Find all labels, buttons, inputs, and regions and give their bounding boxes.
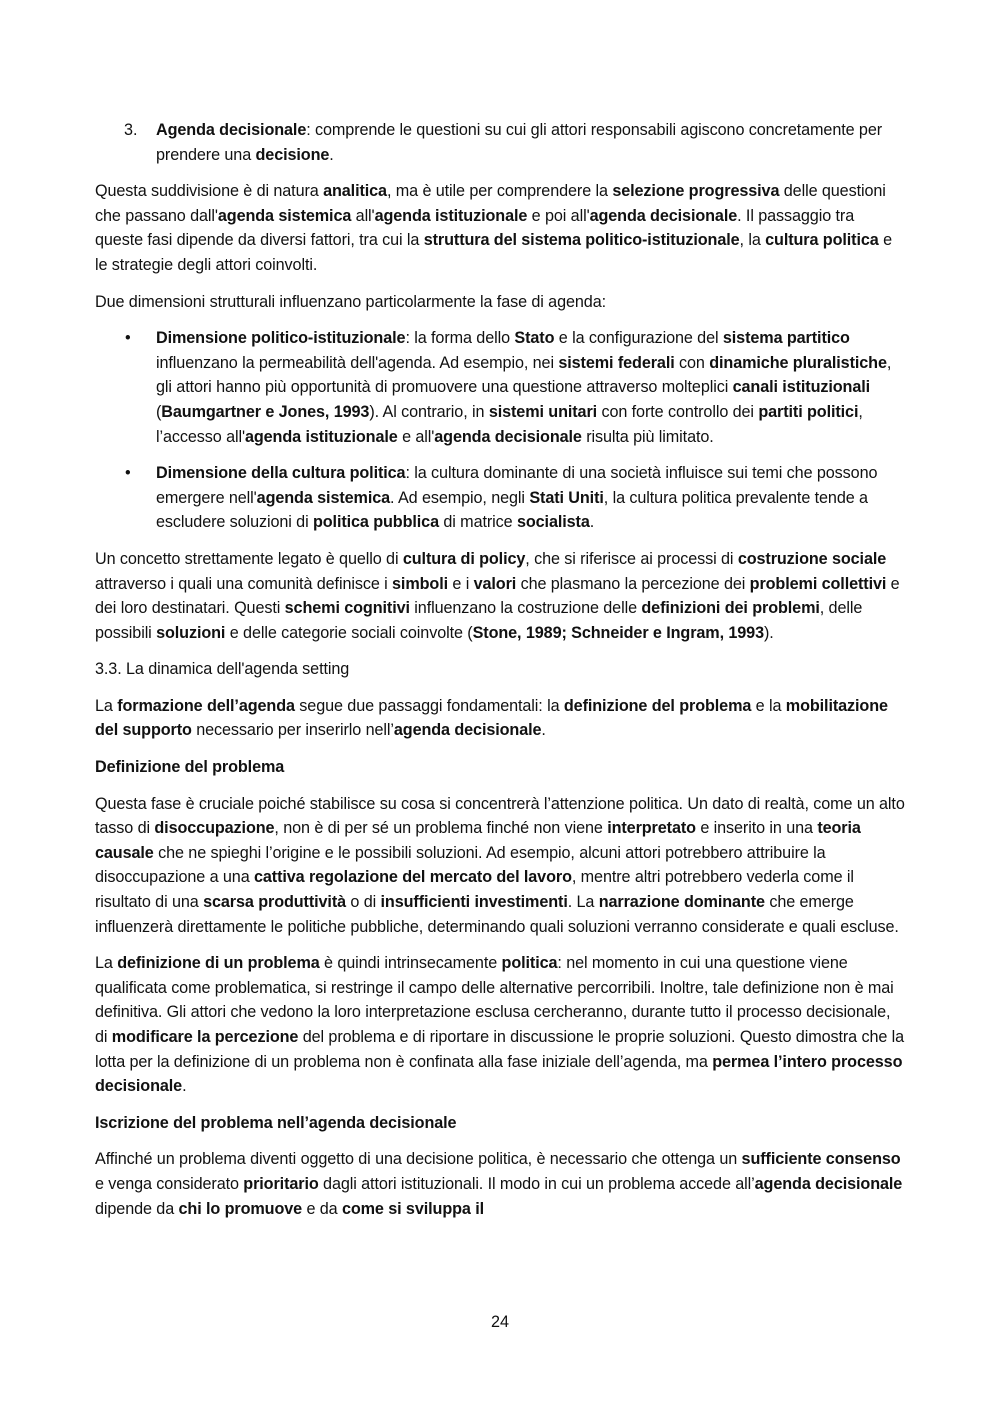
bold-term: canali istituzionali bbox=[732, 378, 871, 397]
bold-term: scarsa produttività bbox=[203, 893, 347, 912]
bold-term: Stato bbox=[514, 329, 555, 348]
bold-term: problemi collettivi bbox=[749, 574, 887, 593]
bold-term: decisione bbox=[255, 145, 330, 164]
bullet-icon: • bbox=[125, 329, 131, 348]
bold-term: analitica bbox=[323, 182, 387, 201]
paragraph-politica: La definizione di un problema è quindi intrinsecamente politica: nel momento in cui una questione viene qualificata come problematica, si restringe il campo delle alternative percorribili. Inoltre, tale definizione non è mai definitiva. Gli attori che vedono la loro interpretazione esclusa cercheranno, durante tutto il processo decisionale, di modificare la percezione del problema e di riportare in discussione le proprie soluzioni. Questo dimostra che la lotta per la definizione di un problema non è confinata alla fase iniziale dell’agenda, ma permea l’intero processo decisionale. bbox=[95, 954, 905, 1096]
bold-term: agenda sistemica bbox=[256, 488, 391, 507]
bold-term: sistemi federali bbox=[558, 353, 675, 372]
list-item-text: Agenda decisionale: comprende le questioni su cui gli attori responsabili agiscono concretamente per prendere una decisione. bbox=[156, 121, 883, 164]
bold-term: agenda istituzionale bbox=[374, 206, 528, 225]
bold-term: agenda istituzionale bbox=[244, 427, 398, 446]
bold-term: modificare la percezione bbox=[111, 1028, 299, 1046]
bold-term: sufficiente consenso bbox=[741, 1150, 901, 1169]
bold-term: Baumgartner e Jones, 1993 bbox=[161, 402, 370, 421]
document-page bbox=[95, 118, 905, 1233]
numbered-list-item bbox=[95, 118, 905, 167]
bold-term: dinamiche pluralistiche bbox=[709, 353, 887, 372]
paragraph-formazione: La formazione dell’agenda segue due passaggi fondamentali: la definizione del problema e la mobilitazione del supporto necessario per inserirlo nell’agenda decisionale. bbox=[95, 696, 888, 740]
bold-term: cattiva regolazione del mercato del lavoro bbox=[254, 868, 572, 887]
heading-iscrizione: Iscrizione del problema nell’agenda decisionale bbox=[95, 1113, 457, 1132]
bold-term: Dimensione della cultura politica bbox=[156, 464, 406, 483]
bold-term: definizione di un problema bbox=[117, 954, 320, 973]
bold-term: permea l’intero processo decisionale bbox=[95, 1052, 903, 1096]
bold-term: insufficienti investimenti bbox=[380, 893, 568, 912]
bold-term: teoria causale bbox=[95, 819, 861, 862]
bold-term: valori bbox=[473, 574, 517, 593]
bold-term: chi lo promuove bbox=[178, 1199, 303, 1218]
bold-term: Stone, 1989; Schneider e Ingram, 1993 bbox=[472, 623, 764, 642]
bold-term: sistemi unitari bbox=[488, 402, 598, 421]
bold-term: disoccupazione bbox=[154, 819, 275, 838]
page-number: 24 bbox=[490, 1313, 509, 1331]
bold-term: costruzione sociale bbox=[737, 549, 887, 568]
bold-term: politica bbox=[501, 954, 558, 973]
bold-term: definizione del problema bbox=[563, 696, 752, 715]
bold-term: Agenda decisionale bbox=[156, 121, 307, 139]
bold-term: definizioni dei problemi bbox=[641, 599, 820, 618]
bold-term: agenda decisionale bbox=[754, 1174, 903, 1193]
bold-term: formazione dell’agenda bbox=[117, 696, 295, 715]
paragraph-fase-cruciale: Questa fase è cruciale poiché stabilisce su cosa si concentrerà l’attenzione politica. Un dato di realtà, come un alto tasso di disoccupazione, non è di per sé un problema finché non viene interpretato e inserito in una teoria causale che ne spieghi l’origine e le possibili soluzioni. Ad esempio, alcuni attori potrebbero attribuire la disoccupazione a una cattiva regolazione del mercato del lavoro, mentre altri potrebbero vederla come il risultato di una scarsa produttività o di insufficienti investimenti. La narrazione dominante che emerge influenzerà direttamente le politiche pubbliche, determinando quali soluzioni verranno considerate e quali escluse. bbox=[95, 794, 905, 936]
bold-term: Dimensione politico-istituzionale bbox=[156, 329, 406, 348]
bold-term: agenda sistemica bbox=[217, 206, 352, 225]
paragraph-affinche: Affinché un problema diventi oggetto di una decisione politica, è necessario che ottenga un sufficiente consenso e venga considerato prioritario dagli attori istituzionali. Il modo in cui un problema accede all’agenda decisionale dipende da chi lo promuove e da come si sviluppa il bbox=[95, 1150, 903, 1218]
bold-term: selezione progressiva bbox=[612, 182, 780, 201]
bold-term: come si sviluppa il bbox=[341, 1199, 484, 1218]
bold-term: agenda decisionale bbox=[434, 427, 582, 446]
bold-term: interpretato bbox=[607, 819, 696, 838]
bold-term: socialista bbox=[516, 513, 590, 532]
bold-term: narrazione dominante bbox=[598, 893, 765, 912]
bullet-item bbox=[95, 326, 905, 449]
bullet-icon: • bbox=[125, 464, 131, 483]
heading-definizione: Definizione del problema bbox=[95, 758, 285, 777]
bold-term: simboli bbox=[392, 574, 448, 593]
list-number: 3. bbox=[124, 121, 138, 139]
bullet-list bbox=[95, 326, 905, 535]
paragraph-suddivisione: Questa suddivisione è di natura analitica, ma è utile per comprendere la selezione progressiva delle questioni che passano dall'agenda sistemica all'agenda istituzionale e poi all'agenda decisionale. Il passaggio tra queste fasi dipende da diversi fattori, tra cui la struttura del sistema politico-istituzionale, la cultura politica e le strategie degli attori coinvolti. bbox=[95, 182, 892, 274]
bullet-item bbox=[95, 461, 905, 535]
bold-term: cultura di policy bbox=[402, 549, 526, 568]
bullet-text: Dimensione della cultura politica: la cultura dominante di una società influisce sui temi che possono emergere nell'agenda sistemica. Ad esempio, negli Stati Uniti, la cultura politica prevalente tende a escludere soluzioni di politica pubblica di matrice socialista. bbox=[156, 464, 878, 532]
bold-term: politica pubblica bbox=[312, 513, 439, 532]
bold-term: struttura del sistema politico-istituzionale bbox=[423, 231, 740, 250]
bold-term: agenda decisionale bbox=[393, 721, 542, 740]
bold-term: sistema partitico bbox=[722, 329, 850, 348]
bold-term: agenda decisionale bbox=[589, 206, 738, 225]
bold-term: partiti politici bbox=[758, 402, 859, 421]
bold-term: schemi cognitivi bbox=[284, 599, 410, 618]
bold-term: mobilitazione del supporto bbox=[95, 696, 888, 740]
bold-term: prioritario bbox=[243, 1174, 319, 1193]
bold-term: Stati Uniti bbox=[529, 488, 604, 507]
section-title: 3.3. La dinamica dell'agenda setting bbox=[95, 660, 350, 679]
bullet-text: Dimensione politico-istituzionale: la forma dello Stato e la configurazione del sistema partitico influenzano la permeabilità dell'agenda. Ad esempio, nei sistemi federali con dinamiche pluralistiche, gli attori hanno più opportunità di promuovere una questione attraverso molteplici canali istituzionali (Baumgartner e Jones, 1993). Al contrario, in sistemi unitari con forte controllo dei partiti politici, l’accesso all'agenda istituzionale e all'agenda decisionale risulta più limitato. bbox=[156, 329, 892, 446]
bold-term: cultura politica bbox=[765, 231, 879, 250]
paragraph-cultura-policy: Un concetto strettamente legato è quello di cultura di policy, che si riferisce ai processi di costruzione sociale attraverso i quali una comunità definisce i simboli e i valori che plasmano la percezione dei problemi collettivi e dei loro destinatari. Questi schemi cognitivi influenzano la costruzione delle definizioni dei problemi, delle possibili soluzioni e delle categorie sociali coinvolte (Stone, 1989; Schneider e Ingram, 1993). bbox=[95, 549, 900, 642]
bold-term: soluzioni bbox=[156, 623, 226, 642]
paragraph-due-dimensioni: Due dimensioni strutturali influenzano particolarmente la fase di agenda: bbox=[95, 292, 607, 311]
